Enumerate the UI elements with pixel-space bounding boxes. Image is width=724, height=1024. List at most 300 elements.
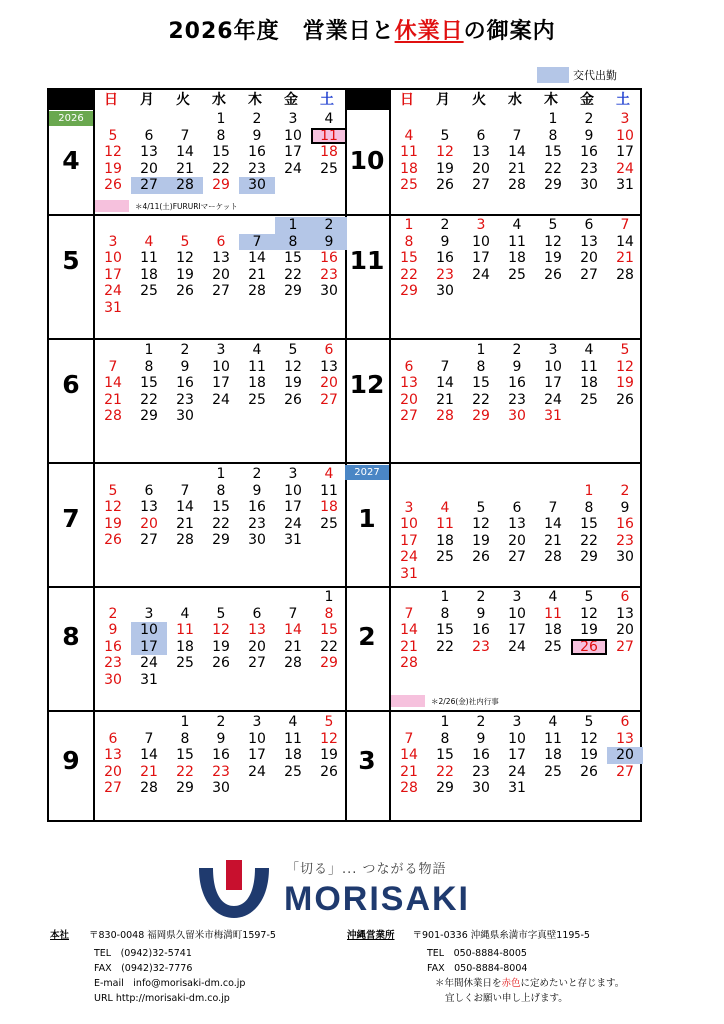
- day-cell: 30: [239, 177, 275, 194]
- empty-cell: [311, 408, 347, 425]
- day-cell: 4: [144, 233, 154, 250]
- day-cell: 25: [544, 638, 562, 655]
- day-cell: 20: [616, 622, 634, 638]
- day-cell: 19: [580, 622, 598, 638]
- day-cell: 27: [580, 266, 598, 283]
- day-cell: 4: [548, 714, 558, 730]
- day-cell: 9: [252, 127, 262, 144]
- day-cell: 2: [252, 466, 262, 482]
- day-cell: 25: [176, 655, 194, 671]
- empty-cell: [463, 483, 499, 500]
- day-cell: 3: [216, 342, 226, 358]
- day-cell: 23: [104, 655, 122, 671]
- day-cell: 17: [472, 250, 490, 266]
- day-cell: 28: [284, 655, 302, 671]
- day-cell: 5: [216, 605, 226, 622]
- empty-cell: [203, 672, 239, 689]
- day-cell: 9: [476, 605, 486, 622]
- empty-cell: [391, 342, 427, 359]
- day-cell: 16: [176, 375, 194, 391]
- weekday-sat: 土: [320, 92, 334, 108]
- weekday-header-right: [345, 90, 641, 110]
- day-cell: 6: [620, 589, 630, 605]
- notice-post: に定めたいと存じます。: [520, 978, 625, 989]
- day-cell: 29: [580, 549, 598, 565]
- day-cell: 11: [544, 605, 562, 622]
- day-cell: 6: [404, 358, 414, 375]
- day-cell: 23: [616, 532, 634, 549]
- day-cell: 4: [324, 466, 334, 482]
- calendar-grid: [47, 88, 642, 822]
- day-cell: 28: [400, 780, 418, 796]
- day-cell: 21: [544, 532, 562, 549]
- day-cell: 7: [548, 499, 558, 516]
- day-cell: 14: [436, 375, 454, 391]
- day-cell: 4: [288, 714, 298, 730]
- legend-swatch: [537, 67, 569, 83]
- april-note: [95, 200, 238, 212]
- empty-cell: [239, 589, 275, 606]
- month-grid-8: [95, 589, 347, 688]
- day-cell: 11: [436, 516, 454, 532]
- day-cell: 1: [440, 589, 450, 605]
- day-cell: 3: [252, 714, 262, 730]
- empty-cell: [275, 408, 311, 425]
- day-cell: 16: [616, 516, 634, 532]
- day-cell: 26: [616, 391, 634, 408]
- day-cell: 27: [616, 763, 634, 780]
- day-cell: 19: [616, 375, 634, 391]
- divider: [49, 338, 640, 340]
- weekday-mon: 月: [140, 92, 154, 108]
- day-cell: 24: [284, 160, 302, 177]
- day-cell: 11: [284, 730, 302, 747]
- empty-cell: [427, 483, 463, 500]
- day-cell: 25: [140, 283, 158, 299]
- month-label-2: 2: [358, 622, 376, 651]
- weekday-wed: 水: [212, 92, 226, 108]
- day-cell: 29: [284, 283, 302, 299]
- day-cell: 27: [508, 549, 526, 565]
- day-cell: 6: [108, 730, 118, 747]
- day-cell: 15: [284, 250, 302, 266]
- day-cell: 24: [248, 763, 266, 780]
- day-cell: 18: [248, 375, 266, 391]
- day-cell: 7: [180, 127, 190, 144]
- day-cell: 7: [404, 605, 414, 622]
- day-cell: 24: [284, 515, 302, 532]
- day-cell: 9: [311, 234, 347, 251]
- day-cell: 17: [212, 375, 230, 391]
- day-cell: 7: [144, 730, 154, 747]
- empty-cell: [239, 300, 275, 317]
- day-cell: 17: [400, 532, 418, 549]
- empty-cell: [607, 283, 643, 300]
- empty-cell: [427, 566, 463, 583]
- day-cell: 30: [616, 549, 634, 565]
- day-cell: 6: [324, 342, 334, 358]
- day-cell: 30: [508, 408, 526, 424]
- empty-cell: [167, 217, 203, 234]
- empty-cell: [571, 566, 607, 583]
- day-cell: 25: [544, 763, 562, 780]
- day-cell: 28: [104, 408, 122, 424]
- day-cell: 18: [436, 532, 454, 549]
- day-cell: 21: [284, 638, 302, 655]
- day-cell: 1: [440, 714, 450, 730]
- note-marker: [391, 695, 425, 707]
- day-cell: 13: [616, 730, 634, 747]
- day-cell: 10: [400, 516, 418, 532]
- day-cell: 11: [248, 358, 266, 375]
- day-cell: 21: [140, 763, 158, 780]
- day-cell: 20: [320, 375, 338, 391]
- month-grid-11: [391, 217, 643, 300]
- empty-cell: [607, 780, 643, 797]
- empty-cell: [571, 780, 607, 797]
- footer-okinawa: [347, 928, 624, 1006]
- title-holiday: 休業日: [394, 19, 464, 44]
- empty-cell: [499, 283, 535, 300]
- month-grid-2: [391, 589, 643, 672]
- day-cell: 12: [544, 233, 562, 250]
- day-cell: 26: [320, 763, 338, 780]
- day-cell: 9: [180, 358, 190, 375]
- empty-cell: [275, 589, 311, 606]
- day-cell: 12: [104, 144, 122, 160]
- empty-cell: [607, 655, 643, 672]
- title-post: の御案内: [463, 19, 556, 44]
- day-cell: 9: [476, 730, 486, 747]
- day-cell: 27: [400, 408, 418, 424]
- day-cell: 5: [548, 217, 558, 233]
- day-cell: 31: [400, 565, 418, 582]
- day-cell: 2: [620, 483, 630, 499]
- day-cell: 13: [400, 375, 418, 391]
- day-cell: 20: [580, 250, 598, 266]
- day-cell: 27: [131, 177, 167, 194]
- day-cell: 10: [284, 482, 302, 499]
- month-label-5: 5: [62, 246, 80, 275]
- day-cell: 25: [248, 391, 266, 408]
- day-cell: 8: [216, 482, 226, 499]
- day-cell: 2: [216, 714, 226, 730]
- day-cell: 19: [104, 160, 122, 177]
- day-cell: 28: [400, 655, 418, 671]
- day-cell: 11: [400, 144, 418, 160]
- day-cell: 24: [472, 266, 490, 283]
- empty-cell: [203, 217, 239, 234]
- day-cell: 26: [176, 283, 194, 299]
- day-cell: 3: [404, 499, 414, 516]
- day-cell: 2: [311, 217, 347, 234]
- hq-url[interactable]: URL http://morisaki-dm.co.jp: [94, 993, 230, 1004]
- day-cell: 12: [616, 358, 634, 375]
- day-cell: 6: [216, 233, 226, 250]
- day-cell: 6: [144, 482, 154, 499]
- day-cell: 23: [472, 763, 490, 780]
- day-cell: 27: [320, 391, 338, 408]
- month-grid-7: [95, 466, 347, 549]
- empty-cell: [391, 589, 427, 606]
- weekday-wed: 水: [508, 92, 522, 108]
- day-cell: 30: [320, 283, 338, 299]
- day-cell: 19: [212, 638, 230, 655]
- day-cell: 16: [436, 250, 454, 266]
- day-cell: 23: [248, 160, 266, 177]
- day-cell: 19: [580, 747, 598, 763]
- day-cell: 11: [320, 482, 338, 499]
- empty-cell: [571, 655, 607, 672]
- hq-label: 本社: [50, 930, 70, 941]
- empty-cell: [167, 589, 203, 606]
- day-cell: 16: [508, 375, 526, 391]
- day-cell: 29: [400, 283, 418, 299]
- notice-pre: ＊年間休業日を: [435, 978, 502, 989]
- empty-cell: [391, 714, 427, 731]
- day-cell: 20: [472, 160, 490, 177]
- day-cell: 21: [400, 638, 418, 655]
- empty-cell: [311, 532, 347, 549]
- empty-cell: [95, 217, 131, 234]
- month-grid-3: [391, 714, 643, 797]
- empty-cell: [535, 780, 571, 797]
- month-label-1: 1: [358, 504, 376, 533]
- weekday-sat: 土: [616, 92, 630, 108]
- day-cell: 5: [476, 499, 486, 516]
- day-cell: 19: [472, 532, 490, 549]
- tagline: 「切る」... つながる物語: [286, 862, 447, 877]
- day-cell: 27: [472, 177, 490, 193]
- day-cell: 29: [176, 780, 194, 796]
- day-cell: 22: [320, 638, 338, 655]
- day-cell: 13: [248, 622, 266, 638]
- day-cell: 10: [248, 730, 266, 747]
- day-cell: 9: [512, 358, 522, 375]
- day-cell: 14: [400, 747, 418, 763]
- header-blackbox: [345, 90, 389, 110]
- empty-cell: [203, 408, 239, 425]
- day-cell: 11: [176, 622, 194, 638]
- note-marker: [95, 200, 129, 212]
- day-cell: 1: [584, 483, 594, 499]
- day-cell: 3: [512, 714, 522, 730]
- day-cell: 27: [104, 780, 122, 796]
- day-cell: 22: [436, 763, 454, 780]
- day-cell: 22: [212, 515, 230, 532]
- day-cell: 28: [167, 177, 203, 194]
- day-cell: 27: [248, 655, 266, 671]
- day-cell: 12: [436, 144, 454, 160]
- empty-cell: [535, 483, 571, 500]
- day-cell: 20: [607, 747, 643, 764]
- day-cell: 27: [212, 283, 230, 299]
- day-cell: 28: [248, 283, 266, 299]
- title-pre: 2026年度 営業日と: [168, 19, 395, 44]
- day-cell: 10: [212, 358, 230, 375]
- day-cell: 5: [108, 482, 118, 499]
- day-cell: 22: [284, 266, 302, 283]
- day-cell: 26: [544, 266, 562, 283]
- day-cell: 8: [440, 605, 450, 622]
- day-cell: 30: [472, 780, 490, 796]
- day-cell: 14: [104, 375, 122, 391]
- day-cell: 15: [400, 250, 418, 266]
- empty-cell: [607, 566, 643, 583]
- empty-cell: [499, 483, 535, 500]
- day-cell: 30: [436, 283, 454, 299]
- month-grid-12: [391, 342, 643, 425]
- day-cell: 1: [476, 342, 486, 358]
- day-cell: 30: [104, 671, 122, 688]
- day-cell: 24: [104, 283, 122, 299]
- day-cell: 12: [580, 605, 598, 622]
- weekday-sun: 日: [400, 92, 414, 108]
- legend-label: 交代出勤: [573, 69, 617, 82]
- day-cell: 31: [616, 177, 634, 193]
- day-cell: 9: [620, 499, 630, 516]
- day-cell: 17: [284, 499, 302, 515]
- empty-cell: [571, 283, 607, 300]
- day-cell: 5: [620, 342, 630, 358]
- day-cell: 2: [584, 111, 594, 127]
- empty-cell: [239, 780, 275, 797]
- day-cell: 4: [180, 605, 190, 622]
- day-cell: 4: [584, 342, 594, 358]
- empty-cell: [499, 111, 535, 128]
- day-cell: 19: [544, 250, 562, 266]
- divider: [49, 462, 640, 464]
- month-grid-6: [95, 342, 347, 425]
- empty-cell: [571, 408, 607, 425]
- day-cell: 25: [320, 160, 338, 177]
- hq-tel: TEL (0942)32-5741: [94, 948, 192, 959]
- day-cell: 24: [508, 638, 526, 655]
- day-cell: 4: [512, 217, 522, 233]
- day-cell: 14: [140, 747, 158, 763]
- empty-cell: [311, 177, 347, 194]
- notice-line2: 宜しくお願い申し上げます。: [445, 993, 568, 1004]
- day-cell: 28: [436, 408, 454, 424]
- day-cell: 17: [508, 747, 526, 763]
- day-cell: 22: [544, 160, 562, 177]
- day-cell: 17: [248, 747, 266, 763]
- day-cell: 26: [104, 177, 122, 193]
- day-cell: 16: [580, 144, 598, 160]
- empty-cell: [391, 483, 427, 500]
- day-cell: 10: [472, 233, 490, 250]
- weekday-thu: 木: [544, 92, 558, 108]
- empty-cell: [167, 672, 203, 689]
- day-cell: 31: [508, 780, 526, 796]
- weekday-header-left: [49, 90, 345, 110]
- day-cell: 15: [176, 747, 194, 763]
- day-cell: 25: [400, 177, 418, 193]
- day-cell: 13: [508, 516, 526, 532]
- day-cell: 11: [508, 233, 526, 250]
- day-cell: 30: [212, 780, 230, 796]
- day-cell: 23: [580, 160, 598, 177]
- day-cell: 1: [144, 342, 154, 358]
- day-cell: 6: [512, 499, 522, 516]
- day-cell: 30: [580, 177, 598, 193]
- day-cell: 1: [324, 589, 334, 605]
- day-cell: 5: [584, 589, 594, 605]
- day-cell: 4: [440, 499, 450, 516]
- day-cell: 3: [108, 233, 118, 250]
- day-cell: 2: [476, 589, 486, 605]
- day-cell: 16: [472, 622, 490, 638]
- day-cell: 31: [140, 671, 158, 688]
- empty-cell: [535, 283, 571, 300]
- day-cell: 29: [212, 532, 230, 548]
- day-cell: 17: [104, 266, 122, 283]
- empty-cell: [239, 217, 275, 234]
- day-cell: 14: [508, 144, 526, 160]
- day-cell: 16: [320, 250, 338, 266]
- day-cell: 22: [176, 763, 194, 780]
- empty-cell: [275, 672, 311, 689]
- day-cell: 21: [248, 266, 266, 283]
- day-cell: 12: [104, 499, 122, 515]
- day-cell: 8: [440, 730, 450, 747]
- day-cell: 10: [131, 622, 167, 639]
- day-cell: 7: [288, 605, 298, 622]
- month-label-7: 7: [62, 504, 80, 533]
- day-cell: 3: [620, 111, 630, 127]
- day-cell: 26: [284, 391, 302, 408]
- day-cell: 29: [320, 655, 338, 671]
- day-cell: 14: [400, 622, 418, 638]
- empty-cell: [463, 283, 499, 300]
- month-grid-5: [95, 217, 347, 316]
- month-label-9: 9: [62, 746, 80, 775]
- day-cell: 11: [544, 730, 562, 747]
- day-cell: 3: [288, 466, 298, 482]
- day-cell: 25: [436, 549, 454, 565]
- day-cell: 2: [108, 605, 118, 622]
- empty-cell: [95, 466, 131, 483]
- day-cell: 29: [544, 177, 562, 193]
- day-cell: 22: [212, 160, 230, 177]
- day-cell: 10: [508, 605, 526, 622]
- empty-cell: [311, 300, 347, 317]
- day-cell: 13: [140, 144, 158, 160]
- hq-email[interactable]: E-mail info@morisaki-dm.co.jp: [94, 978, 246, 989]
- empty-cell: [427, 342, 463, 359]
- day-cell: 31: [544, 408, 562, 424]
- notice-red: 赤色: [501, 978, 521, 989]
- day-cell: 26: [472, 549, 490, 565]
- day-cell: 15: [436, 622, 454, 638]
- day-cell: 9: [216, 730, 226, 747]
- okinawa-tel: TEL 050-8884-8005: [427, 948, 527, 959]
- day-cell: 10: [508, 730, 526, 747]
- weekday-mon: 月: [436, 92, 450, 108]
- day-cell: 31: [104, 299, 122, 316]
- day-cell: 6: [584, 217, 594, 233]
- day-cell: 22: [436, 638, 454, 655]
- empty-cell: [95, 589, 131, 606]
- day-cell: 18: [580, 375, 598, 391]
- day-cell: 24: [400, 549, 418, 565]
- day-cell: 1: [180, 714, 190, 730]
- empty-cell: [203, 300, 239, 317]
- day-cell: 19: [436, 160, 454, 177]
- empty-cell: [239, 672, 275, 689]
- day-cell: 7: [512, 127, 522, 144]
- empty-cell: [167, 111, 203, 128]
